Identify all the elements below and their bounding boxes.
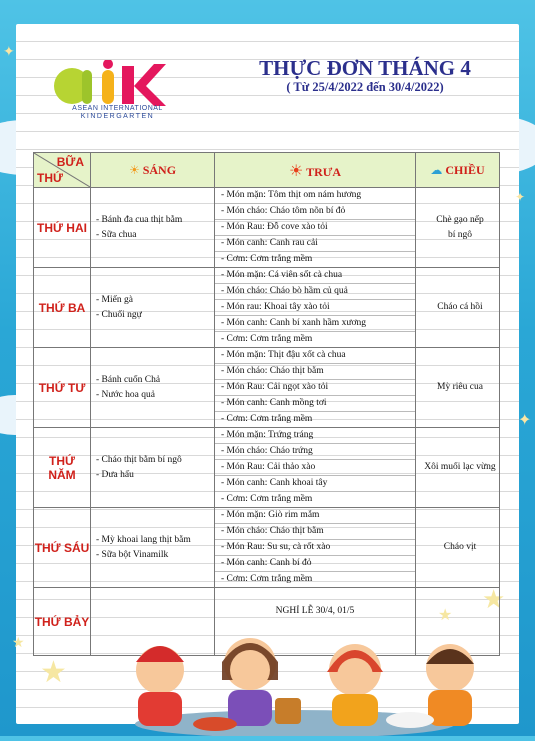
table-row [34, 188, 500, 268]
star-icon: ✦ [3, 44, 15, 60]
header-chieu [416, 153, 500, 188]
menu-item: - Món cháo: Cháo thịt bằm [215, 524, 415, 540]
sun-icon: ☀ [288, 160, 304, 180]
header-trua [215, 153, 416, 188]
star-icon: ✦ [515, 190, 526, 204]
morning-menu [91, 428, 215, 508]
menu-item: - Món rau: Khoai tây xào tỏi [215, 300, 415, 316]
menu-item: - Cơm: Cơm trắng mềm [221, 494, 313, 504]
menu-item: - Miến gà [96, 294, 133, 305]
afternoon-menu [416, 508, 500, 588]
logo-line-2: KINDERGARTEN [80, 113, 155, 120]
morning-menu [91, 348, 215, 428]
table-header [34, 153, 500, 188]
menu-item: - Món mặn: Cá viên sốt cà chua [215, 268, 415, 284]
day-name: THỨ TƯ [34, 348, 91, 428]
afternoon-menu [416, 188, 500, 268]
menu-item: - Món canh: Canh bí đỏ [215, 556, 415, 572]
kids-illustration [120, 632, 520, 736]
menu-item: - Món cháo: Cháo bò hầm củ quả [215, 284, 415, 300]
noon-menu [215, 508, 416, 588]
school-logo [50, 60, 190, 132]
menu-item: - Nước hoa quả [96, 389, 155, 400]
header-thu: THỨ [37, 171, 63, 185]
menu-item: - Món canh: Canh mồng tơi [215, 396, 415, 412]
header-corner [34, 153, 91, 188]
table-row [34, 268, 500, 348]
holiday-note: NGHỈ LỄ 30/4, 01/5 [215, 588, 416, 656]
star-icon: ★ [40, 655, 67, 690]
day-name: THỨ HAI [34, 188, 91, 268]
day-name: THỨ BẢY [34, 588, 91, 656]
menu-item: - Món Rau: Cải ngọt xào tỏi [215, 380, 415, 396]
header-sang-label: SÁNG [142, 162, 177, 177]
sun-cloud-icon: ☀ [128, 162, 140, 177]
menu-item: - Sữa bột Vinamilk [96, 549, 169, 560]
afternoon-menu [416, 348, 500, 428]
table-row [34, 428, 500, 508]
day-name: THỨ BA [34, 268, 91, 348]
day-name: THỨ NĂM [34, 428, 91, 508]
table-row [34, 348, 500, 428]
menu-item: - Món cháo: Cháo trứng [215, 444, 415, 460]
menu-item: Mỳ riêu cua [437, 382, 483, 392]
noon-menu [215, 188, 416, 268]
menu-item: - Dưa hấu [96, 469, 134, 480]
star-icon: ★ [482, 585, 506, 615]
menu-item: Cháo cá hồi [437, 302, 483, 312]
date-range: ( Từ 25/4/2022 đến 30/4/2022) [286, 80, 444, 94]
menu-item: - Bánh cuốn Chả [96, 374, 161, 385]
afternoon-menu [416, 428, 500, 508]
menu-item: - Chuối ngự [96, 309, 142, 320]
table-row [34, 508, 500, 588]
menu-item: - Mỳ khoai lang thịt bằm [96, 534, 191, 545]
star-icon: ★ [438, 605, 453, 624]
morning-menu [91, 508, 215, 588]
star-icon: ★ [12, 635, 25, 651]
menu-item: - Sữa chua [96, 229, 137, 240]
noon-menu [215, 428, 416, 508]
menu-item: - Món canh: Canh rau cải [215, 236, 415, 252]
header-bua: BỮA [56, 155, 84, 169]
menu-item: - Món Rau: Su su, cà rốt xào [215, 540, 415, 556]
logo-line-1: ASEAN INTERNATIONAL [72, 105, 163, 112]
menu-item: - Món cháo: Cháo thịt bằm [215, 364, 415, 380]
day-name: THỨ SÁU [34, 508, 91, 588]
cloud-icon: ☁ [430, 162, 443, 177]
menu-item: - Món cháo: Cháo tôm nõn bí đỏ [215, 204, 415, 220]
menu-item: - Món mặn: Tôm thịt om nám hương [215, 188, 415, 204]
menu-item: - Món mặn: Trứng tráng [215, 428, 415, 444]
menu-item: Xôi muối lạc vừng [424, 462, 496, 472]
noon-menu [215, 348, 416, 428]
menu-item: - Cơm: Cơm trắng mềm [221, 414, 313, 424]
menu-item: - Món canh: Canh khoai tây [215, 476, 415, 492]
menu-item: Chè gạo nếp [436, 214, 484, 225]
menu-item: - Cơm: Cơm trắng mềm [221, 574, 313, 584]
menu-table [33, 152, 500, 656]
page-title: THỰC ĐƠN THÁNG 4 [259, 56, 471, 80]
header-sang [91, 153, 215, 188]
menu-item: - Món canh: Canh bí xanh hầm xương [215, 316, 415, 332]
menu-item: - Bánh đa cua thịt bằm [96, 214, 183, 225]
afternoon-menu [416, 268, 500, 348]
menu-item: - Món Rau: Cải thảo xào [215, 460, 415, 476]
menu-item: - Cơm: Cơm trắng mềm [221, 254, 313, 264]
menu-item: - Món Rau: Đỗ cove xào tỏi [215, 220, 415, 236]
menu-item: - Cơm: Cơm trắng mềm [221, 334, 313, 344]
header-chieu-label: CHIỀU [445, 162, 485, 177]
noon-menu [215, 268, 416, 348]
menu-item: - Món mặn: Thịt đậu xốt cà chua [215, 348, 415, 364]
morning-menu [91, 188, 215, 268]
header-trua-label: TRƯA [306, 164, 342, 179]
morning-menu [91, 268, 215, 348]
menu-item: bí ngô [447, 229, 472, 240]
star-icon: ✦ [518, 410, 532, 429]
menu-item: Cháo vịt [443, 542, 477, 552]
menu-item: - Món mặn: Giò rim mắm [215, 508, 415, 524]
menu-item: - Cháo thịt bằm bí ngô [96, 454, 182, 465]
